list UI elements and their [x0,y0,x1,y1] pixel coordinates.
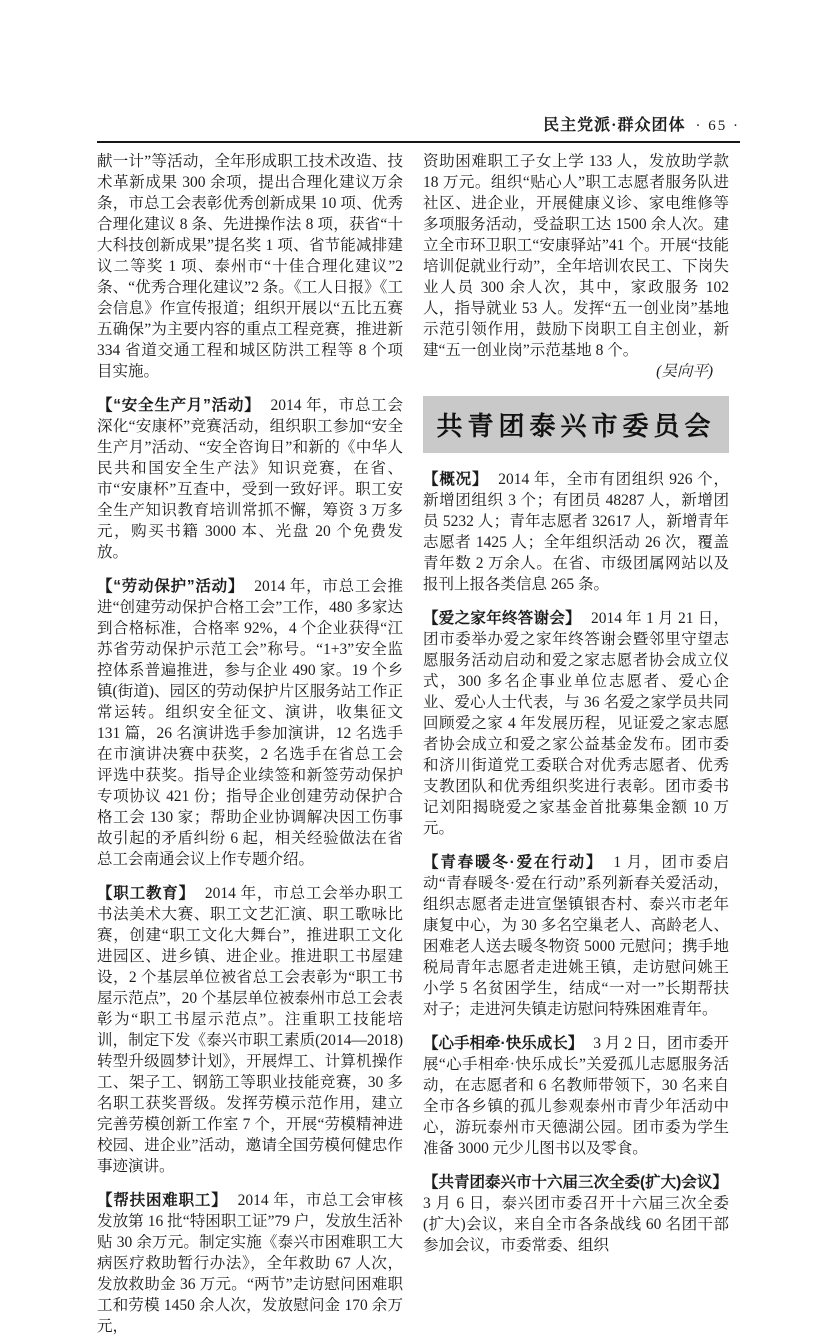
section-label: 【“安全生产月”活动】 [97,397,261,414]
page-number: · 65 · [695,118,740,134]
section-text: 3 月 6 日，泰兴团市委召开十六届三次全委(扩大)会议，来自全市各条战线 60 名团干部参加会议，市委常委、组织 [423,1195,729,1254]
section-safety-month [97,395,403,563]
continuation-paragraph: 资助困难职工子女上学 133 人，发放助学款 18 万元。组织“贴心人”职工志愿者服务队进社区、进企业，开展健康义诊、家电维修等多项服务活动，受益职工达 1500 余人次。建立全市环卫职工“安康驿站”41 个。开展“技能培训促就业行动”，全年培训农民工、下岗失业人员 300 余人次，其中，家政服务 102 人，指导就业 53 人。发挥“五一创业岗”基地示范引领作用，鼓励下岗职工自主创业，新建“五一创业岗”示范基地 8 个。 [423,153,729,359]
section-text: 2014 年，市总工会举办职工书法美术大赛、职工文艺汇演、职工歌咏比赛，创建“职工文化大舞台”，推进职工文化进园区、进乡镇、进企业。推进职工书屋建设，2 个基层单位被省总工会表彰为“职工书屋示范点”，20 个基层单位被泰州市总工会表彰为“职工书屋示范点”。注重职工技能培训，制定下发《泰兴市职工素质(2014—2018)转型升级圆梦计划》，开展焊工、计算机操作工、架子工、钢筋工等职业技能竞赛，30 多名职工获奖晋级。发挥劳模示范作用，建立完善劳模创新工作室 7 个，开展“劳模精神进校园、进企业”活动，邀请全国劳模何健忠作事迹演讲。 [97,885,403,1175]
section-label: 【概况】 [423,471,489,488]
section-label: 【爱之家年终答谢会】 [423,610,581,627]
section-label: 【心手相牵·快乐成长】 [423,1035,584,1052]
header-section-title: 民主党派·群众团体 [543,117,686,134]
section-hand-in-hand-growth [423,1033,729,1159]
org-heading-title: 共青团泰兴市委员会 [436,411,716,441]
section-label: 【青春暖冬·爱在行动】 [423,854,604,871]
section-plenary-meeting [423,1172,729,1256]
section-label: 【职工教育】 [97,885,195,902]
page-content [97,112,740,1337]
continuation-paragraph: 献一计”等活动，全年形成职工技术改造、技术革新成果 300 余项，提出合理化建议万余条，市总工会表彰优秀创新成果 10 项、优秀合理化建议 8 条、先进操作法 8 项，获省“十大科技创新成果”提名奖 1 项、省节能减排建议二等奖 1 项、泰州市“十佳合理化建议”2 条、“优秀合理化建议”2 条。《工人日报》《工会信息》作宣传报道；组织开展以“五比五赛五确保”为主要内容的重点工程竞赛，推进新 334 省道交通工程和城区防洪工程等 8 个项目实施。 [97,153,403,380]
section-labor-protection [97,576,403,870]
section-text: 2014 年 1 月 21 日，团市委举办爱之家年终答谢会暨邻里守望志愿服务活动启动和爱之家志愿者协会成立仪式，300 多名企事业单位志愿者、爱心企业、爱心人士代表，与 36 名爱之家学员共同回顾爱之家 4 年发展历程，见证爱之家志愿者协会成立和爱之家公益基金发布。团市委和济川街道党工委联合对优秀志愿者、优秀支教团队和优秀组织奖进行表彰。团市委书记刘阳揭晓爱之家基金首批募集金额 10 万元。 [423,610,729,837]
section-text: 2014 年，市总工会推进“创建劳动保护合格工会”工作，480 多家达到合格标准，合格率 92%，4 个企业获得“江苏省劳动保护示范工会”称号。“1+3”安全监控体系普遍推进，参与企业 490 家。19 个乡镇(街道)、园区的劳动保护片区服务站工作正常运转。组织安全征文、演讲，收集征文 131 篇，26 名演讲选手参加演讲，12 名选手在市演讲决赛中获奖，2 名选手在省总工会评选中获奖。指导企业续签和新签劳动保护专项协议 421 份；指导企业创建劳动保护合格工会 130 家；帮助企业协调解决因工伤事故引起的矛盾纠纷 6 起，相关经验做法在省总工会南通会议上作专题介绍。 [97,578,403,868]
author-byline: (吴向平) [656,363,713,380]
section-warm-winter-action [423,852,729,1020]
section-year-end-thanks-gala [423,608,729,839]
section-text: 2014 年，市总工会深化“安康杯”竞赛活动，组织职工参加“安全生产月”活动、“安全咨询日”和新的《中华人民共和国安全生产法》知识竞赛，在省、市“安康杯”互查中，受到一致好评。职工安全生产知识教育培训常抓不懈，筹资 3 万多元，购买书籍 3000 本、光盘 20 个免费发放。 [97,397,403,561]
section-label: 【“劳动保护”活动】 [97,578,245,595]
section-text: 1 月，团市委启动“青春暖冬·爱在行动”系列新春关爱活动，组织志愿者走进宣堡镇银杏村、泰兴市老年康复中心，为 30 多名空巢老人、高龄老人、困难老人送去暖冬物资 5000 元慰问；携手地税局青年志愿者走进姚王镇，走访慰问姚王小学 5 名贫困学生，结成“一对一”长期帮扶对子；走进河失镇走访慰问特殊困难青年。 [423,854,729,1018]
section-text: 3 月 2 日，团市委开展“心手相牵·快乐成长”关爱孤儿志愿服务活动，在志愿者和 6 名教师带领下，30 名来自全市各乡镇的孤儿参观泰州市青少年活动中心，游玩泰州市天德湖公园。团市委为学生准备 3000 元少儿图书以及零食。 [423,1035,729,1157]
section-overview [423,469,729,595]
left-column [97,151,403,1337]
section-label: 【帮扶困难职工】 [97,1192,228,1209]
two-column-layout [97,151,740,1337]
section-text: 2014 年，市总工会审核发放第 16 批“特困职工证”79 户，发放生活补贴 30 余万元。制定实施《泰兴市困难职工大病医疗救助暂行办法》，全年救助 67 人次，发放救助金 36 万元。“两节”走访慰问困难职工和劳模 1450 余人次，发放慰问金 170 余万元， [97,1192,403,1335]
section-label: 【共青团泰兴市十六届三次全委(扩大)会议】 [423,1174,728,1191]
right-column [423,151,729,1337]
section-help-needy-workers [97,1190,403,1337]
section-worker-education [97,883,403,1177]
page-header [97,112,740,141]
header-rule [97,141,740,143]
org-heading-box [423,396,729,453]
section-text: 2014 年，全市有团组织 926 个，新增团组织 3 个；有团员 48287 人，新增团员 5232 人；青年志愿者 32617 人，新增青年志愿者 1425 人；全年组织活动 26 次，覆盖青年数 2 万余人。在省、市级团属网站以及报刊上报各类信息 265 条。 [423,471,729,593]
